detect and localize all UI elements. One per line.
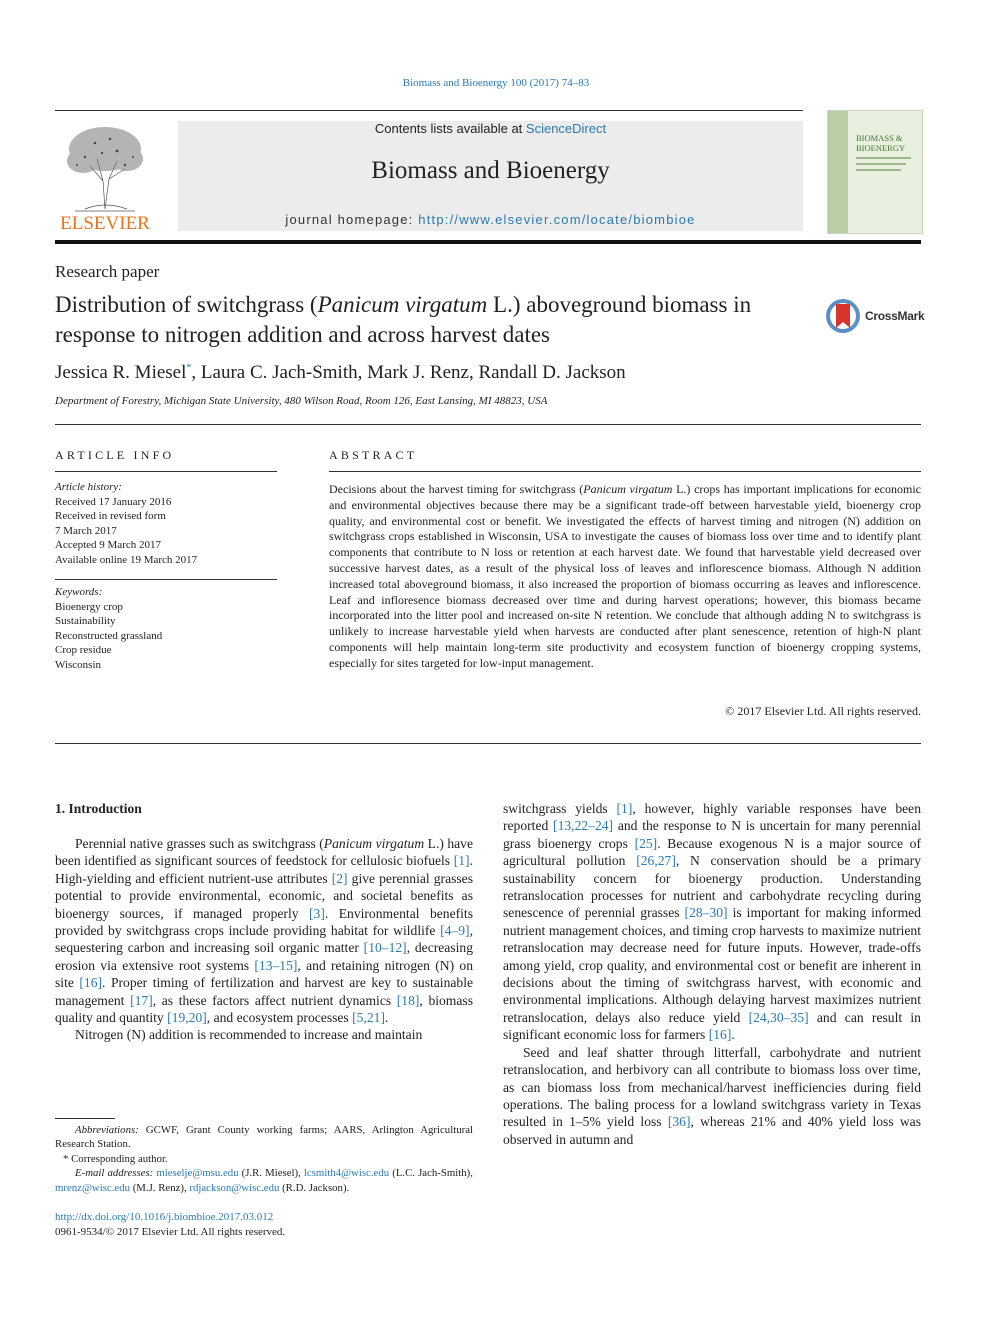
journal-name: Biomass and Bioenergy (371, 157, 610, 184)
crossmark-badge[interactable] (825, 296, 925, 336)
text-run: and the response to N is uncertain for many perennial grass bioenergy crops (503, 818, 922, 851)
text-run: , and retaining nitrogen (N) on site (55, 957, 473, 991)
citation-link[interactable]: [1] (616, 801, 633, 816)
header-thick-rule (55, 240, 921, 244)
title-part1: Distribution of switchgrass ( (55, 292, 318, 317)
crossmark-icon (825, 296, 863, 336)
text-run: , decreasing erosion via extensive root systems (55, 940, 474, 973)
abbrev-text: GCWF, Grant County working farms; AARS, Arlington Agricultural Research Station. (55, 1124, 473, 1151)
citation-link[interactable]: [18] (396, 992, 420, 1008)
crossmark-label: CrossMark (865, 309, 925, 323)
keywords-rule (55, 579, 277, 580)
text-run: , N conservation should be a primary sustainability concern for bioenergy production. Understanding retranslocation processes for nutrient and carbohydrate recycling during senescence of perennial grasses (503, 853, 922, 921)
text-run: Perennial native grasses such as switchgrass ( (75, 836, 324, 851)
citation-link[interactable]: [16] (708, 1027, 732, 1043)
citation-link[interactable]: [2] (331, 870, 348, 886)
abstract-heading: ABSTRACT (329, 448, 418, 462)
homepage-prefix: journal homepage: (285, 212, 419, 227)
affiliation: Department of Forestry, Michigan State University, 480 Wilson Road, Room 126, East Lansing, MI 48823, USA (55, 395, 548, 407)
article-info-heading: ARTICLE INFO (55, 448, 175, 462)
text-run: L.) have been identified as significant sources of feedstock for cellulosic biofuels (55, 836, 473, 869)
header-rule (55, 110, 803, 111)
sciencedirect-link[interactable]: ScienceDirect (525, 121, 607, 136)
email-link[interactable]: rdjackson@wisc.edu (189, 1181, 280, 1194)
text-run: Seed and leaf shatter through litterfall, carbohydrate and nutrient retranslocation, and herbivory can all contribute to biomass loss over time, as can biomass loss from mechanical/harvest inefficiencies during field operations. The baling process for a lowland switchgrass variety in Texas resulted in 1–5% yield loss (503, 1044, 921, 1130)
corresponding-note: * Corresponding author. (63, 1152, 168, 1165)
text-run: , and ecosystem processes (206, 1010, 353, 1026)
doi-link[interactable]: http://dx.doi.org/10.1016/j.biombioe.2017.03.012 (55, 1211, 274, 1223)
text-run: , biomass quality and quantity (55, 992, 473, 1026)
abstract-copyright: © 2017 Elsevier Ltd. All rights reserved. (725, 704, 921, 718)
italic-text: Panicum virgatum (323, 836, 425, 851)
citation-link[interactable]: [3] (309, 905, 325, 921)
cover-line (856, 157, 911, 159)
citation-link[interactable]: [10–12] (363, 940, 407, 956)
abstract-rule (329, 471, 921, 472)
contents-line (178, 121, 803, 136)
history-item: Accepted 9 March 2017 (55, 539, 161, 551)
cover-title (856, 133, 905, 153)
text-run: , however, highly variable responses have been reported (503, 801, 922, 834)
email-label: E-mail addresses: (75, 1167, 154, 1180)
citation-link[interactable]: [1] (453, 853, 470, 869)
journal-cover[interactable] (827, 110, 923, 234)
cover-title-line2: BIOENERGY (856, 143, 906, 153)
abbreviations-note (55, 1123, 473, 1152)
abstract-bottom-rule (55, 743, 921, 744)
email-link[interactable]: mieselje@msu.edu (156, 1167, 239, 1180)
article-type: Research paper (55, 262, 160, 281)
text-run: . Proper timing of fertilization and harvest are key to sustainable management (55, 975, 474, 1008)
cover-title-line1: BIOMASS & (856, 133, 903, 143)
tree-icon (55, 121, 155, 231)
homepage-line (178, 212, 803, 227)
article-info-rule (55, 471, 277, 472)
citation-link[interactable]: [36] (667, 1114, 691, 1130)
citation-link[interactable]: [16] (79, 975, 103, 991)
history-item: Received in revised form (55, 510, 166, 522)
article-history (55, 480, 197, 567)
text-run: . (384, 1010, 389, 1026)
citation-link[interactable]: [19,20] (167, 1010, 207, 1026)
abstract-italic: Panicum virgatum (583, 482, 673, 496)
journal-citation[interactable]: Biomass and Bioenergy 100 (2017) 74–83 (402, 77, 590, 89)
title-italic: Panicum virgatum (317, 292, 488, 317)
title-part2: L.) aboveground biomass in response to nitrogen addition and across harvest dates (55, 292, 752, 347)
text-run: and can result in significant economic loss for farmers (503, 1009, 921, 1043)
elsevier-logo (55, 121, 155, 231)
author-rest: , Laura C. Jach-Smith, Mark J. Renz, Randall D. Jackson (191, 362, 626, 383)
text-run: is important for making informed nutrient management choices, and timing crop harvests to maximize nutrient retranslocation may decrease need for future inputs. However, trade-offs among yield, crop quality, and environmental cost or benefit are inherent in decisions about the timing of switchgrass harvest, with economic and environmental implications. Although delaying harvest maximizes nutrient retranslocation, delays also reduce yield (503, 905, 921, 1025)
email-link[interactable]: mrenz@wisc.edu (55, 1181, 130, 1194)
text-run: switchgrass yields (503, 801, 617, 816)
journal-header-box (178, 121, 803, 231)
abstract-part2: L.) crops has important implications for economic and environmental objectives because there may be a significant trade-off between harvestable yield, bioenergy crop quality, and environmental cost or benefit. We investigated the effects of harvest timing and nitrogen (N) addition on switchgrass crops established in Wisconsin, USA to investigate the causes of biomass loss over time and to identify plant components that contribute to N loss or retention at each harvest date. We found that harvestable yield decreased over successive harvest dates, as a result of the physical loss of leaves and inflorescence biomass. Although N addition increased total aboveground biomass, it also increased the proportion of biomass occurring as leaves and inflorescence. Leaf and infloresence biomass decreased over time and during harvest operations; however, this biomass became incorporated into the litter pool and increased on-site N retention. We conclude that although adding N to switchgrass is unlikely to increase harvestable yield when harvests are conducted after plant senescence, retention of high-N plant components will help maintain long-term site productivity and ecosystem function of bioenergy cropping systems, especially for sites targeted for low-input management. (329, 482, 921, 670)
abstract-text (329, 482, 921, 672)
intro-paragraph (503, 800, 921, 1044)
contents-prefix: Contents lists available at (374, 121, 526, 136)
keywords (55, 585, 162, 672)
keyword-item: Bioenergy crop (55, 600, 123, 613)
abbrev-label: Abbreviations: (75, 1124, 139, 1136)
citation-link[interactable]: [26,27] (636, 853, 676, 869)
abstract-part1: Decisions about the harvest timing for switchgrass ( (329, 482, 584, 496)
article-title (55, 290, 795, 350)
text-run: . Because exogenous N is a major source of agricultural pollution (503, 835, 921, 869)
footnotes (55, 1123, 473, 1195)
citation-link[interactable]: [28–30] (684, 905, 728, 921)
history-item: 7 March 2017 (55, 524, 117, 537)
intro-heading: 1. Introduction (55, 801, 142, 816)
email-note (55, 1166, 473, 1195)
text-run: . Environmental benefits provided by switchgrass crops include providing habitat for wildlife (55, 905, 473, 939)
corresponding-mark[interactable]: * (186, 362, 192, 374)
cover-spine (828, 111, 848, 233)
text-run: , whereas 21% and 40% yield loss was observed in autumn and (503, 1114, 921, 1147)
keyword-item: Crop residue (55, 644, 112, 656)
citation-link[interactable]: [4–9] (440, 923, 470, 939)
issn-line: 0961-9534/© 2017 Elsevier Ltd. All rights reserved. (55, 1226, 286, 1238)
history-label: Article history: (55, 481, 122, 493)
intro-right-column (503, 800, 921, 1148)
footnote-rule (55, 1118, 115, 1119)
citation-link[interactable]: [25] (634, 835, 658, 851)
email-owner: (J.R. Miesel), (238, 1167, 304, 1180)
citation-link[interactable]: [13–15] (254, 957, 298, 973)
citation-link[interactable]: [17] (130, 992, 153, 1008)
email-owner: (L.C. Jach-Smith), (389, 1167, 473, 1180)
text-run: give perennial grasses potential to provide environmental, economic, and societal benefits as bioenergy sources, if managed properly (55, 870, 474, 921)
author-list (55, 362, 626, 384)
keyword-item: Wisconsin (55, 658, 101, 671)
citation-link[interactable]: [5,21] (352, 1010, 385, 1026)
keyword-item: Reconstructed grassland (55, 629, 163, 642)
intro-paragraph: Nitrogen (N) addition is recommended to increase and maintain (75, 1027, 423, 1043)
citation-link[interactable]: [13,22–24] (553, 818, 614, 834)
intro-left-column (55, 835, 473, 1044)
email-link[interactable]: lcsmith4@wisc.edu (303, 1167, 390, 1180)
text-run: , sequestering carbon and increasing soil organic matter (55, 923, 473, 956)
section-rule (55, 424, 921, 425)
cover-line (856, 163, 906, 165)
cover-line (856, 169, 901, 171)
text-run: . High-yielding and efficient nutrient-use attributes (55, 853, 473, 886)
intro-paragraph (503, 1044, 921, 1148)
history-item: Received 17 January 2016 (55, 495, 172, 508)
history-item: Available online 19 March 2017 (55, 553, 198, 566)
citation-link[interactable]: [24,30–35] (748, 1009, 809, 1025)
intro-paragraph (55, 835, 473, 1026)
author-first[interactable]: Jessica R. Miesel (55, 362, 187, 383)
keywords-label: Keywords: (55, 586, 103, 598)
keyword-item: Sustainability (55, 615, 116, 627)
text-run: , as these factors affect nutrient dynamics (152, 992, 397, 1008)
text-run: . (731, 1027, 735, 1043)
elsevier-wordmark: ELSEVIER (60, 213, 150, 231)
homepage-link[interactable]: http://www.elsevier.com/locate/biombioe (418, 212, 696, 227)
email-owner: (R.D. Jackson). (279, 1181, 350, 1194)
email-owner: (M.J. Renz), (130, 1181, 190, 1194)
